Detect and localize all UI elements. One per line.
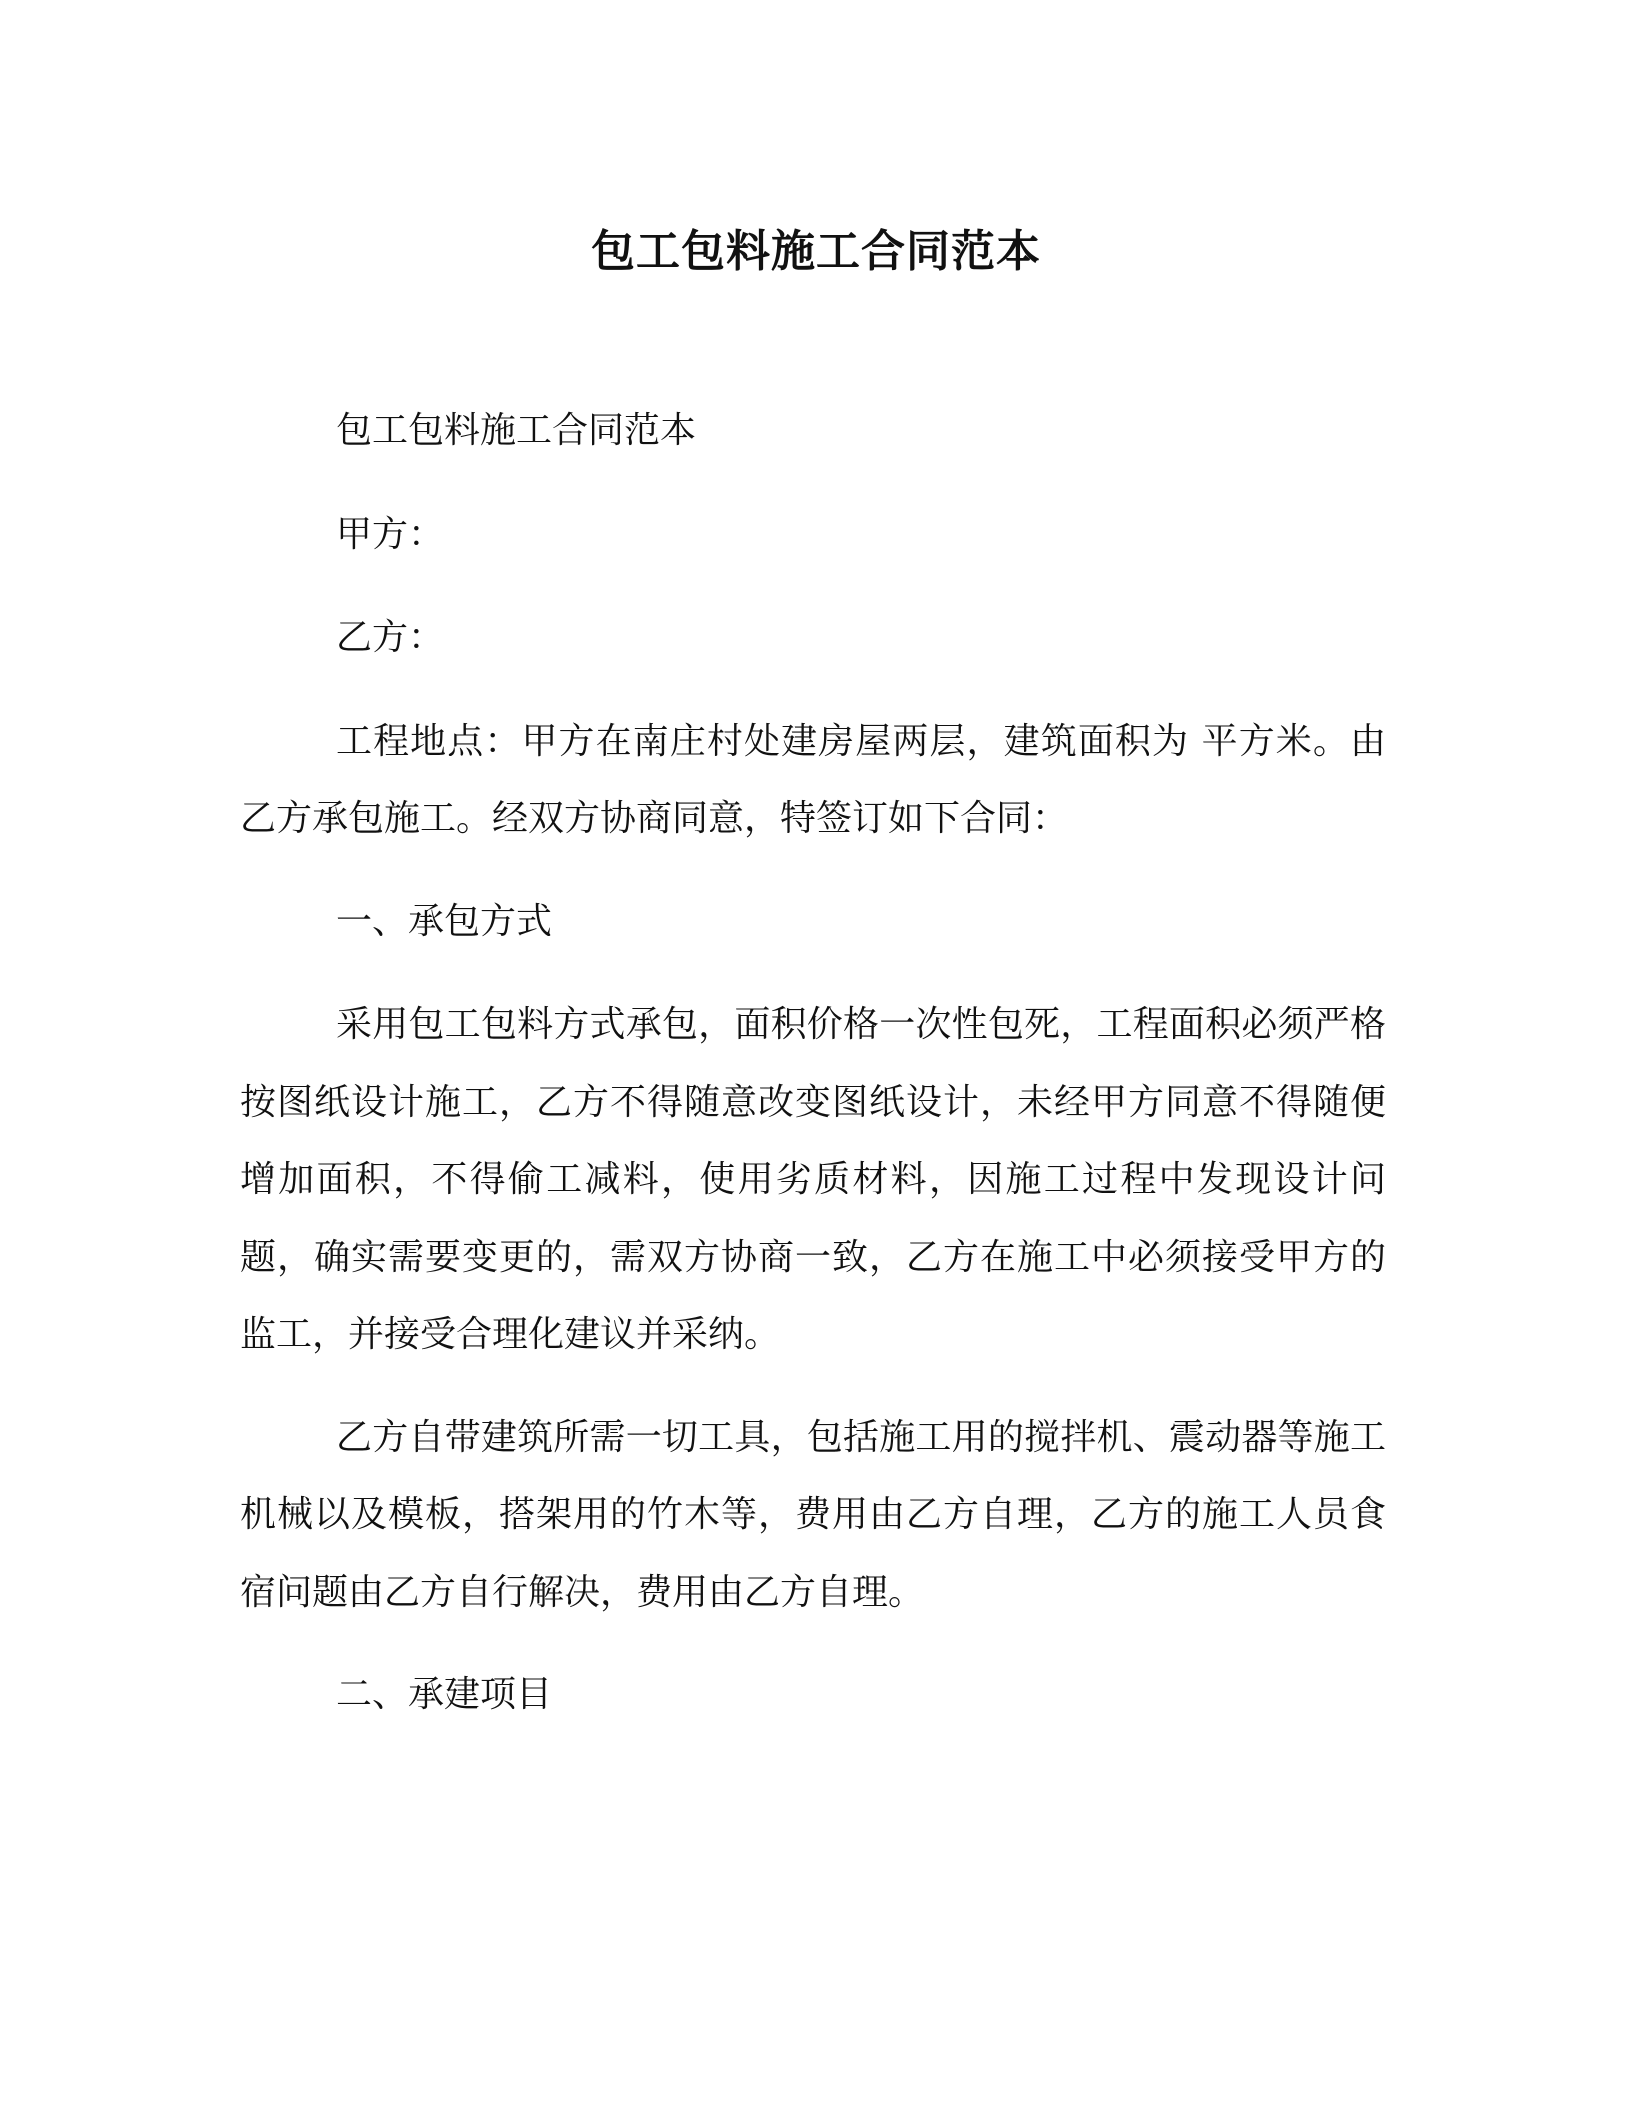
document-title: 包工包料施工合同范本 bbox=[591, 226, 1041, 277]
party-b-line: 乙方： bbox=[336, 617, 445, 658]
party-a-line: 甲方： bbox=[336, 513, 445, 555]
section-heading-project-items: 二、承建项目 bbox=[336, 1674, 553, 1715]
document-body bbox=[240, 392, 1386, 1760]
subtitle-paragraph: 包工包料施工合同范本 bbox=[336, 410, 697, 451]
contract-method-paragraph-2: 乙方自带建筑所需一切工具，包括施工用的搅拌机、震动器等施工机械以及模板，搭架用的竹木等，费用由乙方自理，乙方的施工人员食宿问题由乙方自行解决，费用由乙方自理。 bbox=[240, 1416, 1386, 1613]
project-location-paragraph: 工程地点：甲方在南庄村处建房屋两层，建筑面积为 平方米。由乙方承包施工。经双方协商同意，特签订如下合同： bbox=[240, 720, 1386, 839]
section-heading-contract-method: 一、承包方式 bbox=[336, 900, 553, 942]
contract-method-paragraph-1: 采用包工包料方式承包，面积价格一次性包死，工程面积必须严格按图纸设计施工，乙方不得随意改变图纸设计，未经甲方同意不得随便增加面积，不得偷工减料，使用劣质材料，因施工过程中发现设计问题，确实需要变更的，需双方协商一致，乙方在施工中必须接受甲方的监工，并接受合理化建议并采纳。 bbox=[240, 1004, 1386, 1355]
